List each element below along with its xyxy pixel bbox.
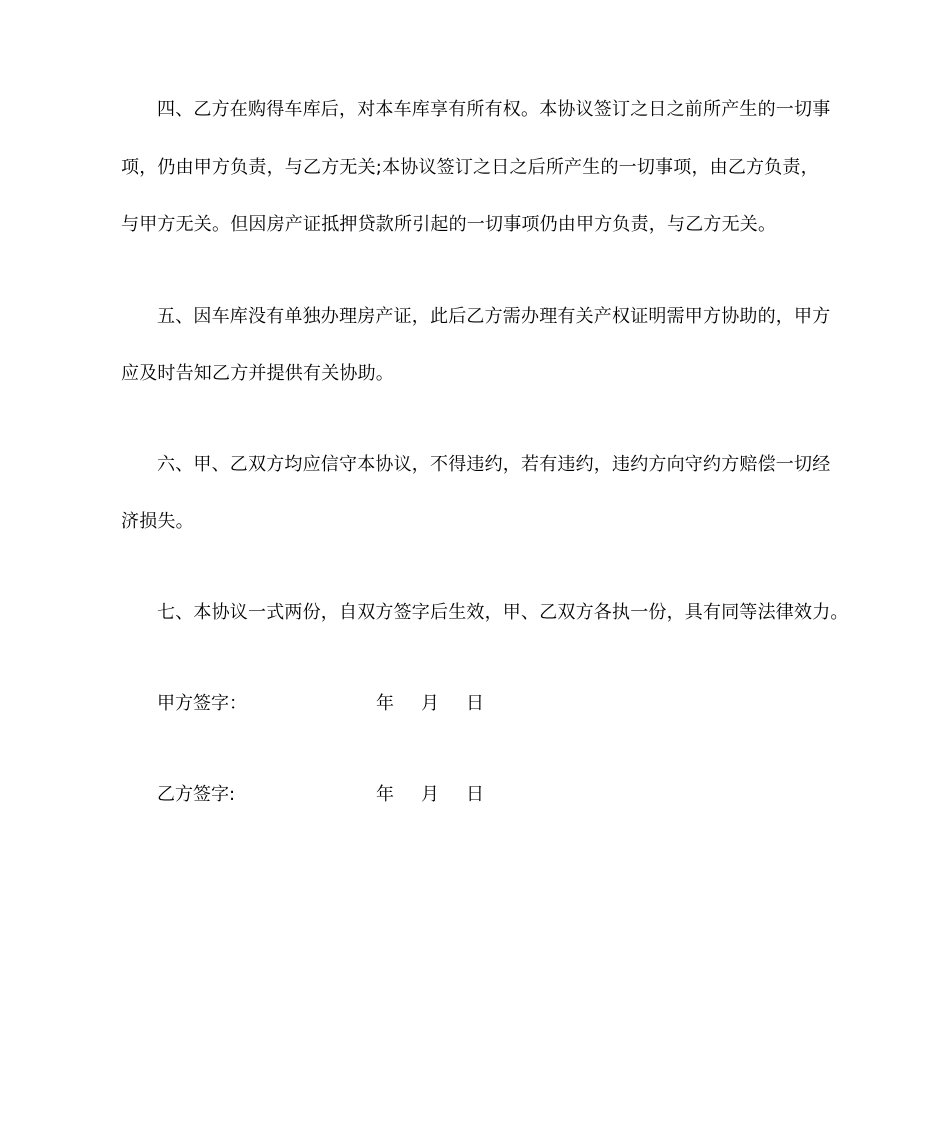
clause-6-line-2: 济损失。 — [121, 511, 194, 532]
party-b-month-label: 月 — [421, 784, 439, 805]
clause-7-line-1: 七、本协议一式两份，自双方签字后生效，甲、乙双方各执一份，具有同等法律效力。 — [157, 602, 849, 623]
party-a-day-label: 日 — [466, 693, 484, 714]
clause-4-line-1: 四、乙方在购得车库后，对本车库享有所有权。本协议签订之日之前所产生的一切事 — [157, 99, 831, 120]
clause-4-line-2: 项，仍由甲方负责，与乙方无关;本协议签订之日之后所产生的一切事项，由乙方负责， — [121, 157, 819, 178]
party-b-year-label: 年 — [376, 784, 394, 805]
party-b-signature-label: 乙方签字: — [157, 784, 236, 805]
party-a-month-label: 月 — [421, 693, 439, 714]
party-a-year-label: 年 — [376, 693, 394, 714]
clause-5-line-2: 应及时告知乙方并提供有关协助。 — [121, 363, 394, 384]
party-a-signature-label: 甲方签字： — [157, 693, 247, 714]
clause-4-line-3: 与甲方无关。但因房产证抵押贷款所引起的一切事项仍由甲方负责，与乙方无关。 — [121, 214, 777, 235]
party-b-day-label: 日 — [466, 784, 484, 805]
clause-6-line-1: 六、甲、乙双方均应信守本协议，不得违约，若有违约，违约方向守约方赔偿一切经 — [157, 454, 831, 475]
clause-5-line-1: 五、因车库没有单独办理房产证，此后乙方需办理有关产权证明需甲方协助的，甲方 — [157, 306, 831, 327]
